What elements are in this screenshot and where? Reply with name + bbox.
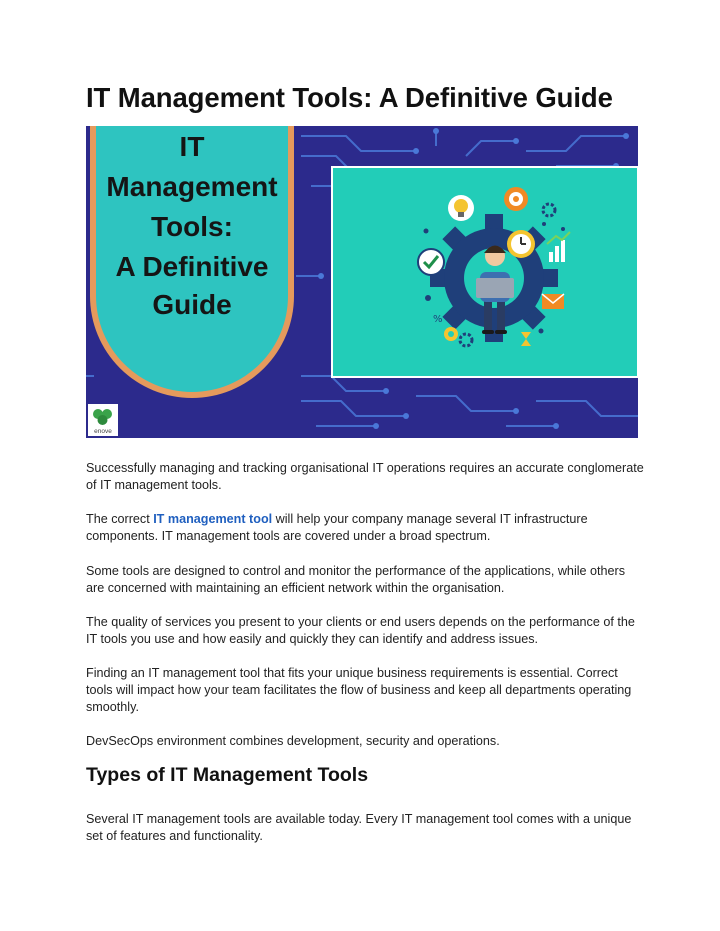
hero-card-line-5: Guide bbox=[152, 289, 232, 320]
mail-icon bbox=[542, 294, 564, 309]
target-icon bbox=[504, 187, 528, 211]
paragraph-6: DevSecOps environment combines development, security and operations. bbox=[86, 734, 500, 748]
section-paragraph-1: Several IT management tools are available today. Every IT management tool comes with a unique set of features and functionality. bbox=[86, 812, 632, 843]
lightbulb-icon bbox=[448, 195, 474, 221]
paragraph-3: Some tools are designed to control and monitor the performance of the applications, while others are concerned with maintaining an efficient network within the organisation. bbox=[86, 564, 626, 595]
hero-card-line-3: Tools: bbox=[151, 211, 233, 242]
it-management-tool-link[interactable]: IT management tool bbox=[153, 512, 273, 526]
paragraph-5: Finding an IT management tool that fits your unique business requirements is essential. Correct tools will impact how your team facilitates the flow of business and keep all departments operating smoothly. bbox=[86, 666, 632, 714]
paragraph-2-text-b: will help your company manage several IT infrastructure components. IT management tools are covered under a broad spectrum. bbox=[86, 512, 588, 543]
paragraph-2 bbox=[86, 511, 646, 545]
hero-card-line-1: IT bbox=[179, 131, 205, 162]
svg-text:%: % bbox=[433, 314, 443, 325]
percent-icon bbox=[433, 314, 443, 325]
hero-image bbox=[86, 126, 638, 438]
hero-card-line-2: Management bbox=[106, 171, 278, 202]
enove-logo bbox=[88, 404, 118, 436]
paragraph-2-text-a: The correct bbox=[86, 512, 154, 526]
clock-icon bbox=[507, 230, 535, 258]
paragraph-4: The quality of services you present to your clients or end users depends on the performance of the IT tools you use and how easily and quickly they can identify and address issues. bbox=[86, 615, 635, 646]
page-title: IT Management Tools: A Definitive Guide bbox=[86, 82, 613, 113]
logo-text: enove bbox=[94, 428, 112, 435]
section-heading: Types of IT Management Tools bbox=[86, 764, 369, 786]
checkmark-icon bbox=[418, 249, 444, 275]
paragraph-1: Successfully managing and tracking organisational IT operations requires an accurate conglomerate of IT management tools. bbox=[86, 461, 644, 492]
hero-card-line-4: A Definitive bbox=[115, 251, 269, 282]
